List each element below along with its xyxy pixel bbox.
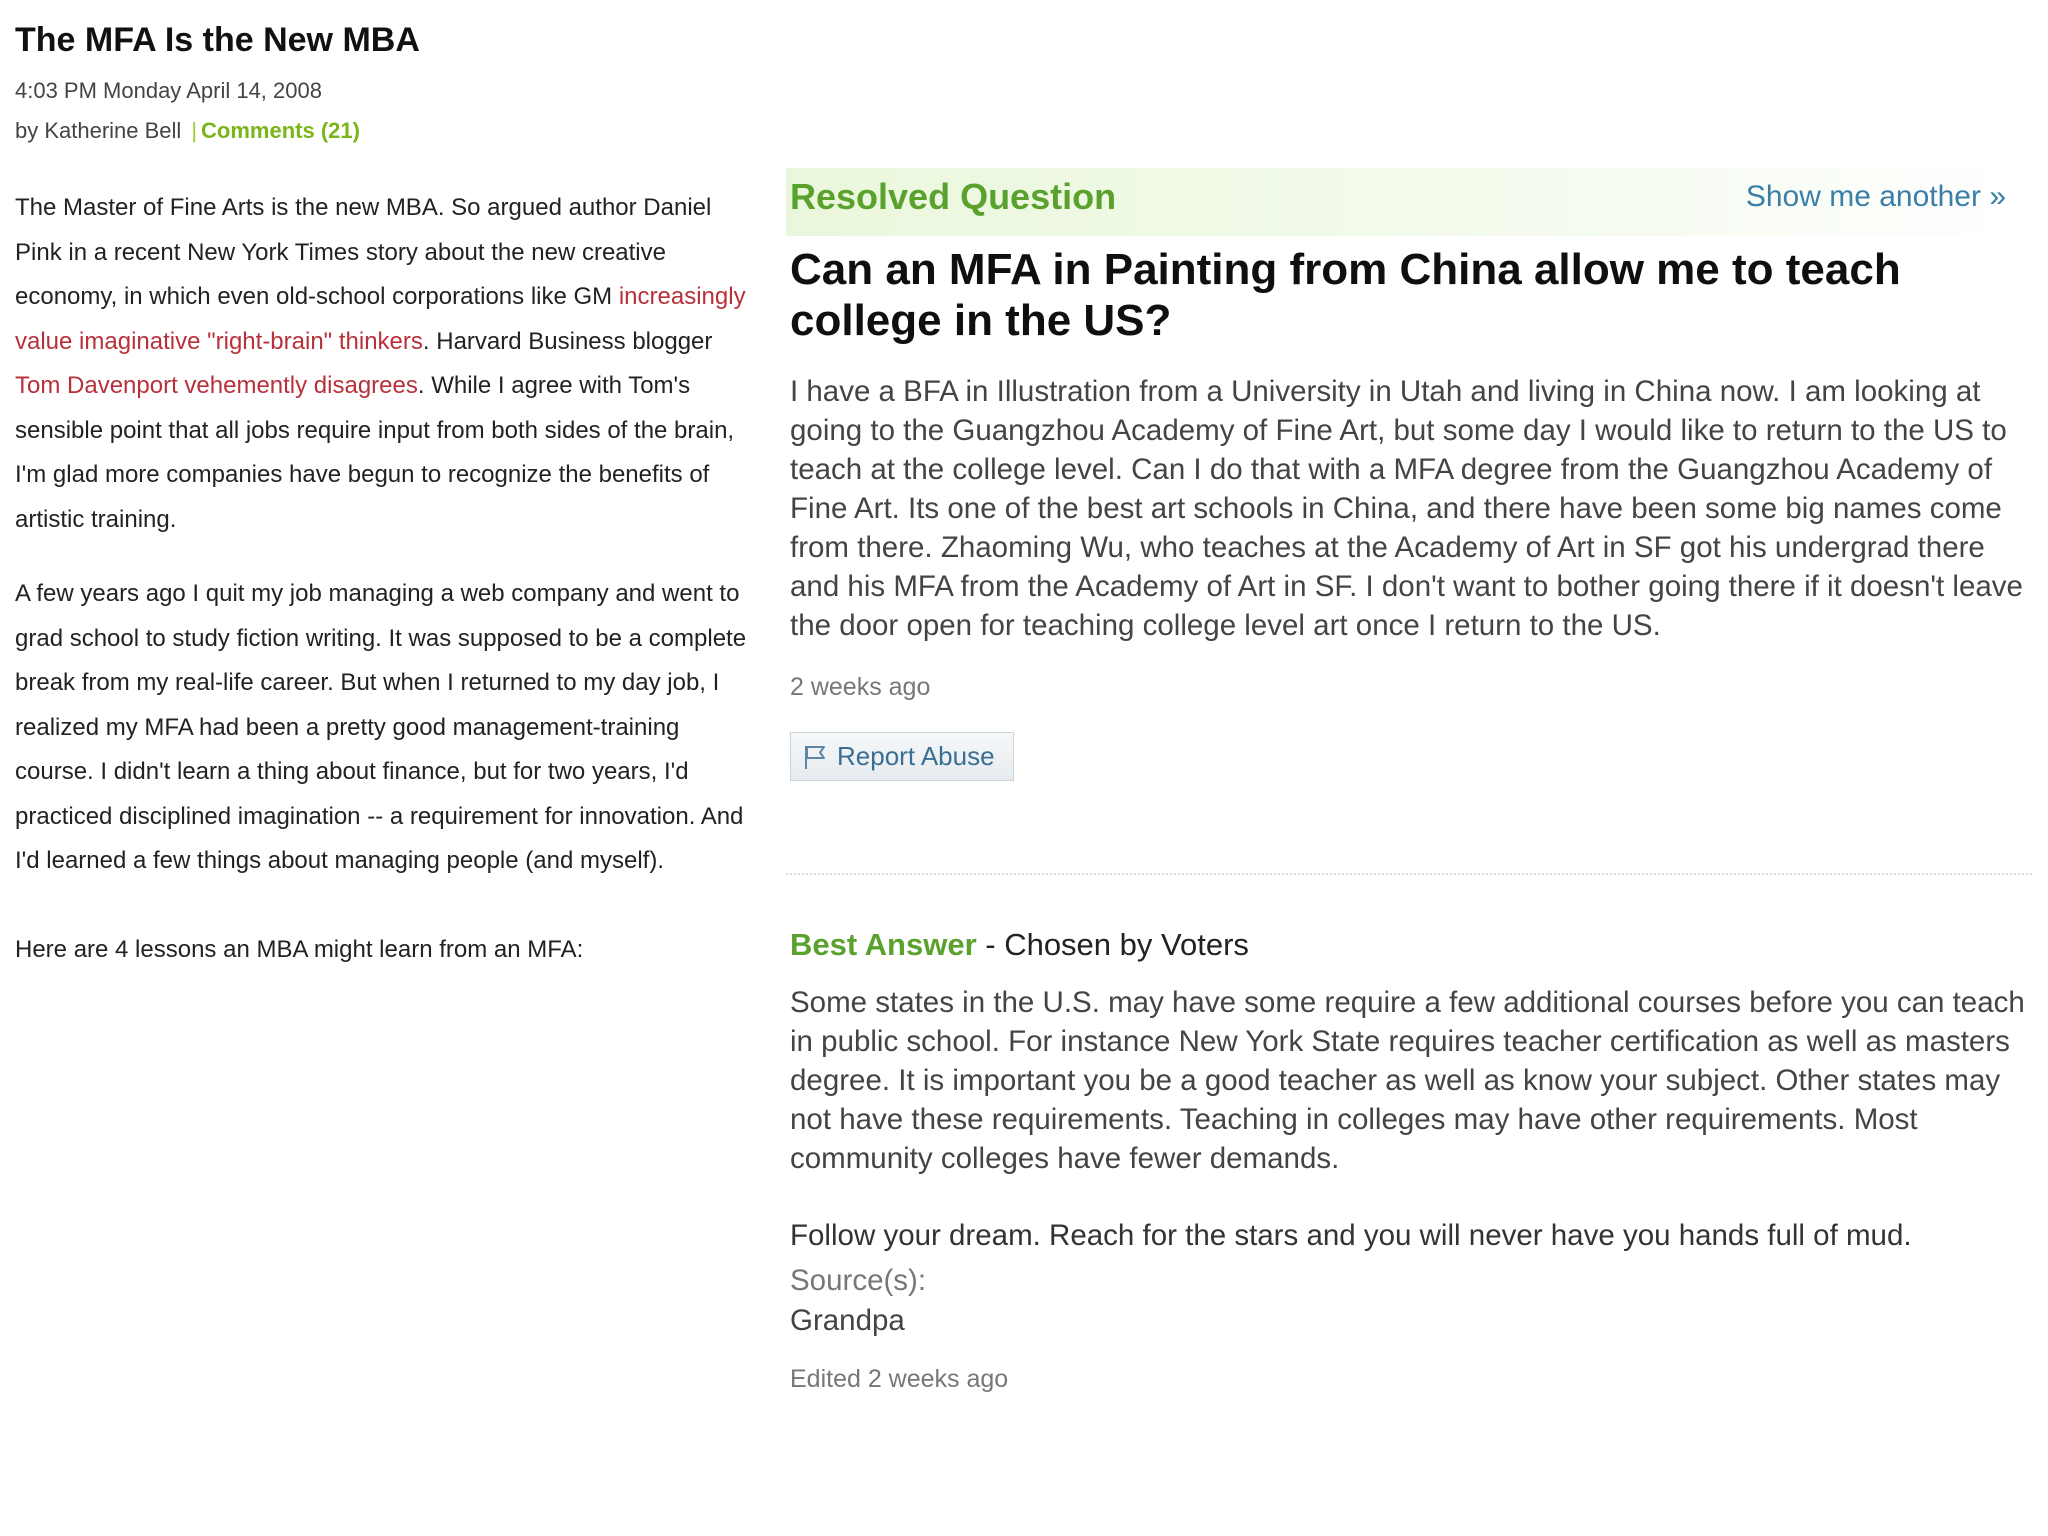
sources-value: Grandpa [790,1304,905,1337]
report-abuse-label: Report Abuse [837,741,995,771]
flag-icon [803,744,827,770]
best-answer-header [790,927,2032,963]
right-brain-link[interactable]: increasingly value imaginative "right-brain" thinkers [15,283,746,355]
comments-link[interactable]: Comments (21) [201,118,360,143]
best-answer-label: Best Answer [790,927,977,962]
question-title: Can an MFA in Painting from China allow me to teach college in the US? [790,245,1901,345]
article-column [15,18,750,972]
paragraph-text: . Harvard Business blogger [422,327,713,355]
article-paragraph-3: Here are 4 lessons an MBA might learn from an MFA: [15,935,584,963]
paragraph-text: . While I agree with Tom's sensible point that all jobs require input from both sides of the brain, I'm glad more companies have begun to recognize the benefits of artistic training. [15,372,735,533]
show-another-link[interactable]: Show me another » [1745,180,2006,213]
article-datetime: 4:03 PM Monday April 14, 2008 [15,78,322,103]
article-paragraph-2: A few years ago I quit my job managing a web company and went to grad school to study fiction writing. It was supposed to be a complete break from my real-life career. But when I returned to my day job, I realized my MFA had been a pretty good management-training course. I didn't learn a thing about finance, but for two years, I'd practiced disciplined imagination -- a requirement for innovation. And I'd learned a few things about managing people (and myself). [15,580,747,874]
report-abuse-button[interactable] [790,732,1014,781]
sources-label: Source(s): [790,1264,927,1297]
paragraph-text: The Master of Fine Arts is the new MBA. So argued author Daniel Pink in a recent New York Times story about the new creative economy, in which even old-school corporations like GM [15,194,712,310]
chosen-by-label: - Chosen by Voters [976,927,1249,962]
answers-screenshot [786,168,2032,1394]
answer-body: Some states in the U.S. may have some require a few additional courses before you can teach in public school. For instance New York State requires teacher certification as well as masters degree. It is important you be a good teacher as well as know your subject. Other states may not have these requirements. Teaching in colleges may have other requirements. Most community colleges have fewer demands. [790,986,2025,1175]
resolved-question-header [786,168,2032,236]
article-paragraph-1 [15,186,750,542]
question-body: I have a BFA in Illustration from a University in Utah and living in China now. I am looking at going to the Guangzhou Academy of Fine Art, but some day I would like to return to the US to teach at the college level. Can I do that with a MFA degree from the Guangzhou Academy of Fine Art. Its one of the best art schools in China, and there have been some big names come from there. Zhaoming Wu, who teaches at the Academy of Art in SF got his undergrad there and his MFA from the Academy of Art in SF. I don't want to bother going there if it doesn't leave the door open for teaching college level art once I return to the US. [790,375,2023,642]
section-divider [786,873,2032,875]
davenport-link[interactable]: Tom Davenport vehemently disagrees [15,372,418,399]
answer-edited-timestamp: Edited 2 weeks ago [790,1365,1009,1393]
author-name: by Katherine Bell [15,118,182,143]
byline-separator: | [191,118,198,143]
question-timestamp: 2 weeks ago [790,673,931,701]
resolved-question-heading: Resolved Question [790,176,1117,217]
article-title: The MFA Is the New MBA [15,21,420,59]
answer-closing: Follow your dream. Reach for the stars and you will never have you hands full of mud. [790,1219,1912,1252]
article-byline [15,116,750,146]
